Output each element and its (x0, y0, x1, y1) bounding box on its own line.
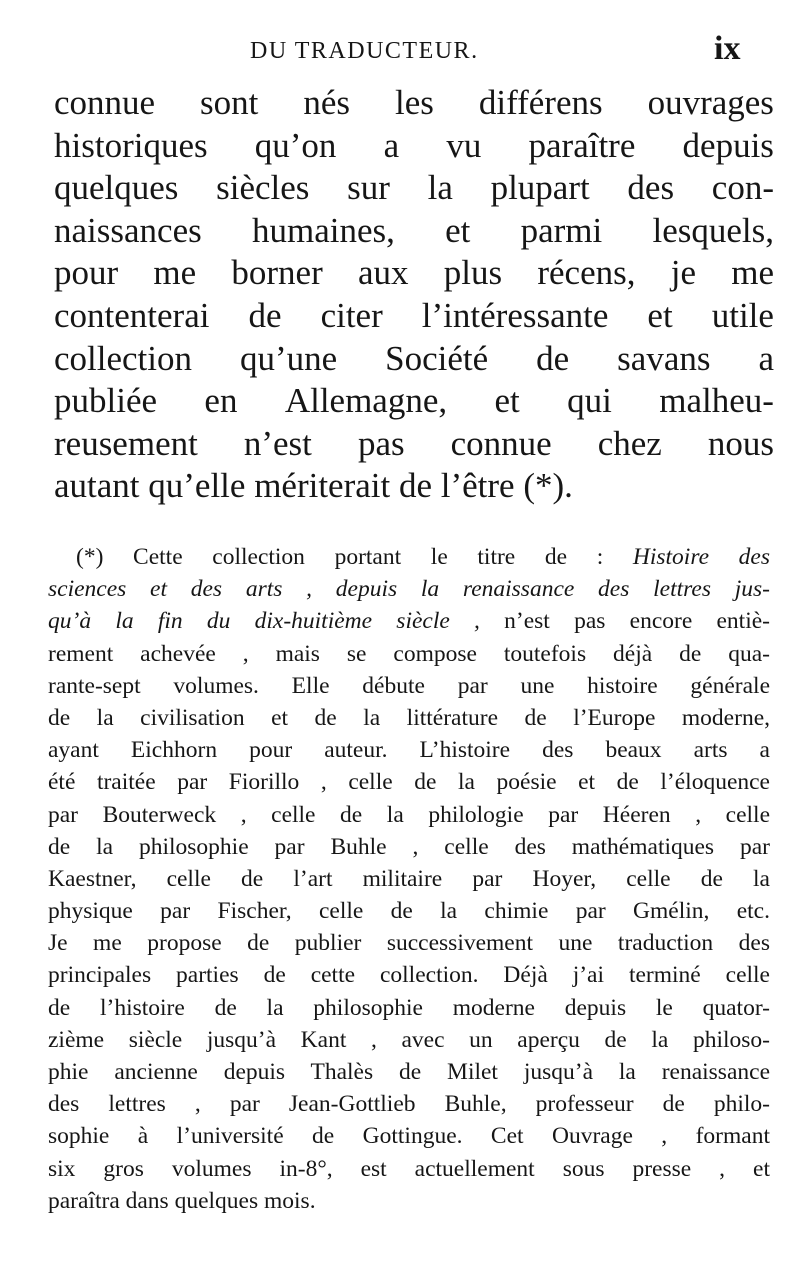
body-word: historiques (54, 125, 208, 165)
footnote-line: des lettres , par Jean-Gottlieb Buhle, professeur de philo- (48, 1091, 770, 1118)
footnote-line: de l’histoire de la philosophie moderne depuis le quator- (48, 994, 770, 1021)
footnote-line: rement achevée , mais se compose toutefois déjà de qua- (48, 640, 770, 667)
footnote-line: sophie à l’université de Gottingue. Cet Ouvrage , formant (48, 1123, 770, 1150)
footnote-line: six gros volumes in-8°, est actuellement sous presse , et (48, 1155, 770, 1182)
body-word: contenterai (54, 295, 210, 335)
body-word: publiée (54, 381, 158, 421)
body-line (54, 380, 774, 423)
body-word: et (494, 381, 520, 421)
body-word: parmi (520, 210, 603, 250)
body-word: pour (54, 253, 119, 293)
body-word: et (647, 295, 673, 335)
body-word: n’est (243, 423, 312, 463)
body-word: les (395, 83, 434, 122)
body-word: connue (54, 83, 156, 122)
running-head-title: DU TRADUCTEUR. (250, 38, 479, 64)
footnote-text: (*) Cette collection portant le titre de : (76, 544, 633, 570)
footnote-line: ayant Eichhorn pour auteur. L’histoire des beaux arts a (48, 737, 770, 764)
footnote-line (48, 605, 770, 637)
footnote-title-italic: Histoire des (632, 544, 771, 570)
footnote-line: physique par Fischer, celle de la chimie par Gmélin, etc. (48, 898, 770, 925)
body-word: humaines, (251, 210, 395, 250)
body-word: de (536, 338, 570, 378)
footnote-line: paraîtra dans quelques mois. (48, 1187, 316, 1214)
body-word: qu’on (254, 125, 337, 165)
body-word: con- (711, 168, 774, 208)
body-line (54, 82, 774, 125)
body-line (54, 125, 774, 168)
body-word: des (627, 168, 675, 208)
body-word: utile (711, 295, 774, 335)
running-head (0, 30, 800, 76)
body-line: autant qu’elle mériterait de l’être (*). (54, 466, 573, 506)
body-line (54, 167, 774, 210)
body-word: me (153, 253, 197, 293)
footnote-text: n’est pas encore entiè- (479, 608, 770, 635)
body-word: qu’une (239, 338, 338, 378)
footnote-line: Je me propose de publier successivement une traduction des (48, 930, 770, 957)
body-word: nous (707, 423, 774, 463)
body-word: plus (443, 253, 503, 293)
body-word: Société (385, 338, 489, 378)
body-line (54, 423, 774, 466)
body-word: la (427, 168, 453, 208)
footnote-line: de la philosophie par Buhle , celle des mathématiques par (48, 833, 770, 860)
footnote-line: phie ancienne depuis Thalès de Milet jusqu’à la renaissance (48, 1059, 770, 1085)
body-word: lesquels, (652, 210, 774, 250)
body-word: qui (567, 381, 612, 421)
footnote-line: été traitée par Fiorillo , celle de la poésie et de l’éloquence (48, 769, 770, 796)
body-word: savans (617, 338, 711, 378)
body-word: me (731, 253, 774, 293)
body-word: je (670, 253, 696, 293)
page-number: ix (714, 30, 741, 67)
body-word: sur (347, 168, 390, 208)
body-line (54, 295, 774, 338)
body-word: chez (597, 423, 662, 463)
body-word: malheu- (659, 381, 774, 421)
body-word: récens, (537, 253, 636, 293)
body-word: quelques (54, 168, 179, 208)
body-word: l’intéressante (421, 295, 609, 335)
body-word: aux (357, 253, 409, 293)
footnote (48, 541, 770, 1217)
body-word: paraître (528, 125, 636, 165)
footnote-line: par Bouterweck , celle de la philologie par Héeren , celle (48, 801, 770, 828)
body-word: plupart (490, 168, 590, 208)
body-word: ouvrages (647, 83, 774, 122)
body-word: en (204, 381, 238, 421)
body-word: différens (478, 83, 603, 122)
footnote-line: zième siècle jusqu’à Kant , avec un aperçu de la philoso- (48, 1026, 770, 1053)
body-line (54, 338, 774, 381)
footnote-line: Kaestner, celle de l’art militaire par Hoyer, celle de la (48, 865, 770, 892)
footnote-line: rante-sept volumes. Elle débute par une histoire générale (48, 672, 770, 699)
footnote-title-italic: qu’à la fin du dix-huitième siècle , (48, 608, 480, 635)
footnote-line: de la civilisation et de la littérature de l’Europe moderne, (48, 704, 770, 731)
body-word: vu (446, 125, 482, 165)
body-word: a (383, 125, 400, 165)
body-word: depuis (682, 125, 774, 165)
body-word: borner (231, 253, 323, 293)
footnote-line (48, 541, 770, 573)
body-line (54, 210, 774, 253)
body-word: reusement (54, 423, 198, 463)
body-word: a (758, 338, 774, 378)
body-word: et (445, 210, 471, 250)
body-word: pas (357, 423, 405, 463)
body-word: Allemagne, (284, 381, 448, 421)
main-text (54, 82, 774, 508)
footnote-line: principales parties de cette collection. Déjà j’ai terminé celle (48, 962, 770, 989)
body-word: collection (54, 338, 193, 378)
body-word: de (248, 295, 282, 335)
body-word: siècles (216, 168, 310, 208)
body-word: naissances (54, 210, 202, 250)
body-word: sont (200, 83, 259, 122)
footnote-title-italic: sciences et des arts , depuis la renaissance des lettres jus- (48, 576, 770, 603)
body-word: connue (450, 423, 552, 463)
body-word: nés (303, 83, 351, 122)
body-line (54, 252, 774, 295)
body-word: citer (320, 295, 383, 335)
